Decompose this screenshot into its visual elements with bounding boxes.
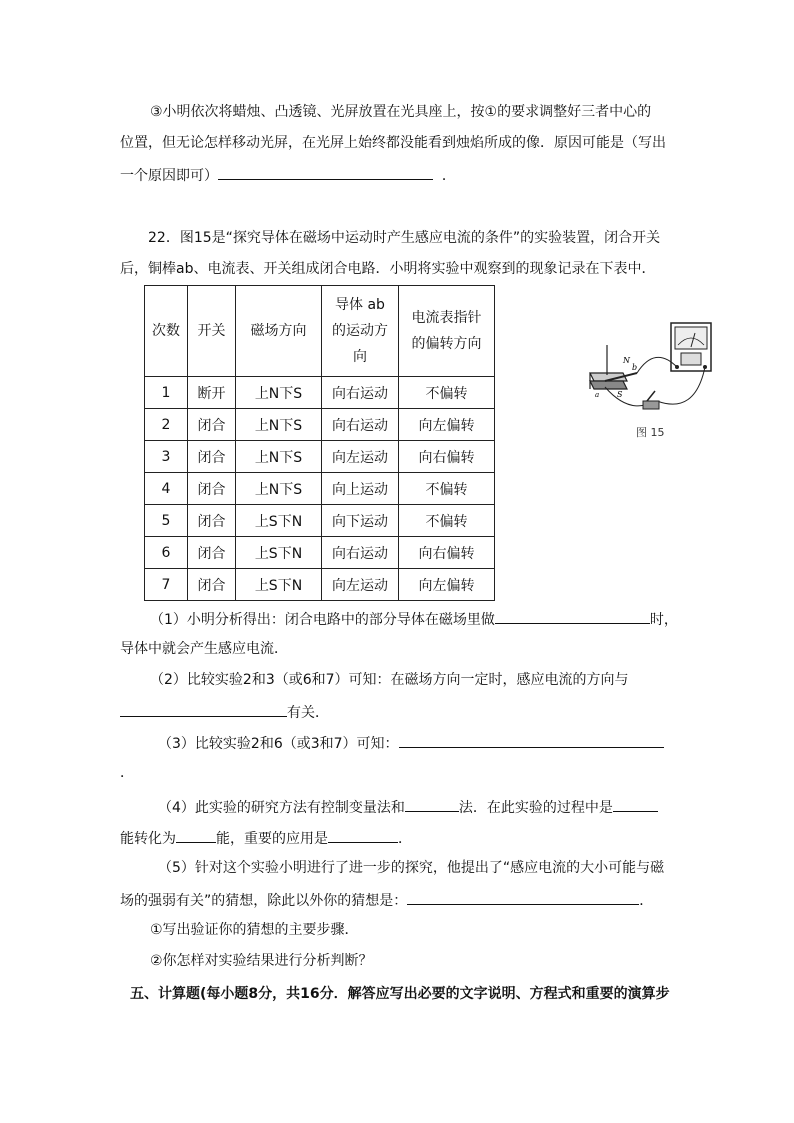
table-row: 6 闭合 上S下N 向右运动 向右偏转: [145, 537, 495, 569]
sub4-method-blank[interactable]: [405, 796, 459, 812]
table-header-row: [145, 286, 495, 377]
q22-sub2-line1: （2）比较实验2和3（或6和7）可知：在磁场方向一定时，感应电流的方向与: [150, 672, 629, 688]
wire: [657, 367, 705, 404]
q22-intro-line2: 后，铜棒ab、电流表、开关组成闭合电路．小明将实验中观察到的现象记录在下表中．: [120, 261, 656, 277]
header-switch: 开关: [188, 286, 236, 377]
switch-icon: [643, 391, 659, 409]
table-row: 7 闭合 上S下N 向左运动 向左偏转: [145, 569, 495, 601]
figure-caption: 图 15: [636, 426, 665, 439]
q21-answer-blank[interactable]: [218, 164, 433, 180]
section5-heading: 五、计算题(每小题8分，共16分．解答应写出必要的文字说明、方程式和重要的演算步: [130, 986, 670, 1002]
label-n: N: [623, 356, 630, 365]
q22-sub3-line1: （3）比较实验2和6（或3和7）可知：: [158, 732, 664, 754]
table-row: 3 闭合 上N下S 向左运动 向右偏转: [145, 441, 495, 473]
induction-apparatus-figure: [585, 315, 725, 440]
q22-sub5-line2: 场的强弱有关”的猜想，除此以外你的猜想是： ．: [120, 889, 653, 911]
header-motion-direction: 导体 ab 的运动方 向: [322, 286, 399, 377]
experiment-table: [144, 285, 495, 601]
table-row: 4 闭合 上N下S 向上运动 不偏转: [145, 473, 495, 505]
sub4-energy-from-blank[interactable]: [613, 796, 658, 812]
horseshoe-magnet-icon: [590, 345, 627, 389]
q22-sub3-line2: ．: [120, 765, 134, 781]
label-a: a: [595, 391, 600, 399]
sub4-energy-to-blank[interactable]: [176, 827, 216, 843]
q22-sub2-line2: 有关．: [120, 701, 329, 723]
sub3-answer-blank[interactable]: [399, 732, 664, 748]
sub2-answer-blank[interactable]: [120, 701, 287, 717]
sub1-answer-blank[interactable]: [495, 608, 650, 624]
label-b: b: [632, 363, 638, 372]
q22-sub4-line1: （4）此实验的研究方法有控制变量法和 法．在此实验的过程中是: [158, 796, 658, 818]
table-row: 5 闭合 上S下N 向下运动 不偏转: [145, 505, 495, 537]
q22-sub5-q1: ①写出验证你的猜想的主要步骤．: [150, 922, 359, 938]
wire: [605, 387, 645, 406]
q22-sub1-line2: 导体中就会产生感应电流．: [120, 641, 288, 657]
label-s: S: [617, 390, 623, 399]
header-count: 次数: [145, 286, 188, 377]
q21-part3-line3-prefix: 一个原因即可）: [120, 168, 218, 184]
header-field-direction: 磁场方向: [236, 286, 322, 377]
q22-sub1-line1: （1）小明分析得出：闭合电路中的部分导体在磁场里做 时，: [150, 608, 678, 630]
q22-intro-line1: 22．图15是“探究导体在磁场中运动时产生感应电流的条件”的实验装置，闭合开关: [148, 230, 661, 246]
table-row: 2 闭合 上N下S 向右运动 向左偏转: [145, 409, 495, 441]
q22-sub5-line1: （5）针对这个实验小明进行了进一步的探究，他提出了“感应电流的大小可能与磁: [158, 860, 665, 876]
table-row: 1 断开 上N下S 向右运动 不偏转: [145, 377, 495, 409]
header-deflection: 电流表指针 的偏转方向: [399, 286, 495, 377]
q21-part3-line2: 位置，但无论怎样移动光屏，在光屏上始终都没能看到烛焰所成的像．原因可能是（写出: [120, 135, 666, 151]
q22-sub5-q2: ②你怎样对实验结果进行分析判断？: [150, 953, 373, 969]
q21-part3-line3: [120, 164, 456, 186]
q21-part3-line3-suffix: ．: [441, 168, 456, 184]
ammeter-icon: [671, 323, 711, 371]
q22-sub4-line2: 能转化为 能，重要的应用是 ．: [120, 827, 412, 849]
sub5-guess-blank[interactable]: [407, 889, 639, 905]
sub4-application-blank[interactable]: [328, 827, 398, 843]
q21-part3-line1: ③小明依次将蜡烛、凸透镜、光屏放置在光具座上，按①的要求调整好三者中心的: [150, 104, 652, 120]
